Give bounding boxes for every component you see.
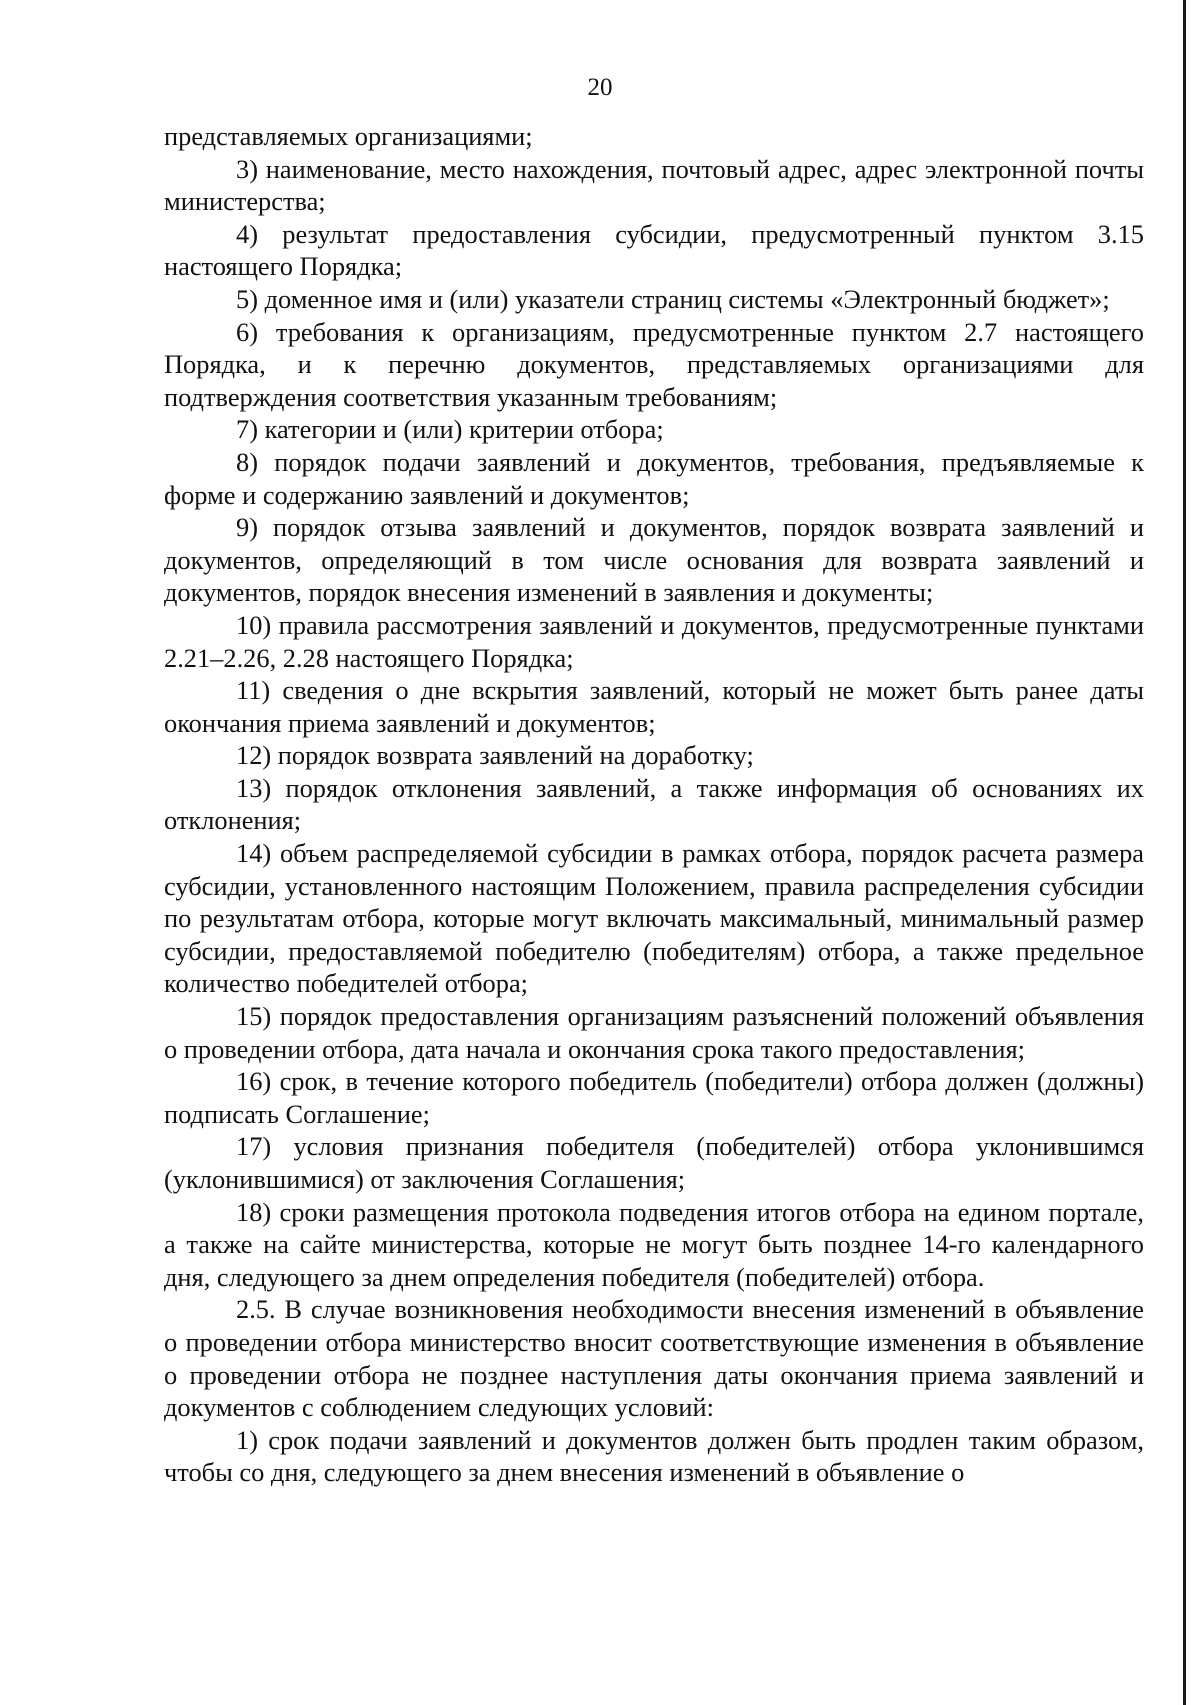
paragraph-continuation: представляемых организациями; — [164, 121, 533, 151]
list-item-5: 5) доменное имя и (или) указатели страниц системы «Электронный бюджет»; — [236, 283, 1110, 314]
list-item-15: 15) порядок предоставления организациям разъяснений положений объявления о проведении отбора, дата начала и окончания срока такого предоставления; — [164, 1001, 1144, 1064]
list-item-16: 16) срок, в течение которого победитель (победители) отбора должен (должны) подписать Соглашение; — [164, 1066, 1144, 1129]
list-item-18: 18) сроки размещения протокола подведения итогов отбора на едином портале, а также на сайте министерства, которые не могут быть позднее 14-го календарного дня, следующего за днем определения победителя (победителей) отбора. — [164, 1196, 1144, 1292]
list-item-7: 7) категории и (или) критерии отбора; — [236, 414, 664, 445]
list-item-17: 17) условия признания победителя (победителей) отбора уклонившимся (уклонившимися) от заключения Соглашения; — [164, 1131, 1144, 1194]
list-item-11: 11) сведения о дне вскрытия заявлений, который не может быть ранее даты окончания приема заявлений и документов; — [164, 675, 1144, 738]
list-item-4: 4) результат предоставления субсидии, предусмотренный пунктом 3.15 настоящего Порядка; — [164, 218, 1144, 282]
list-item-9: 9) порядок отзыва заявлений и документов, порядок возврата заявлений и документов, определяющий в том числе основания для возврата заявлений и документов, порядок внесения изменений в заявления и документы; — [164, 512, 1144, 608]
section-2-5: 2.5. В случае возникновения необходимости внесения изменений в объявление о проведении отбора министерство вносит соответствующие изменения в объявление о проведении отбора не позднее наступления даты окончания приема заявлений и документов с соблюдением следующих условий: — [164, 1294, 1144, 1423]
list-item-3: 3) наименование, место нахождения, почтовый адрес, адрес электронной почты министерства; — [164, 153, 1144, 217]
page-number: 20 — [587, 74, 613, 101]
document-body — [164, 120, 1144, 1489]
list-item-14: 14) объем распределяемой субсидии в рамках отбора, порядок расчета размера субсидии, установленного настоящим Положением, правила распределения субсидии по результатам отбора, которые могут включать максимальный, минимальный размер субсидии, предоставляемой победителю (победителям) отбора, а также предельное количество победителей отбора; — [164, 838, 1144, 999]
list-item-12: 12) порядок возврата заявлений на доработку; — [236, 740, 754, 771]
list-item-6: 6) требования к организациям, предусмотренные пунктом 2.7 настоящего Порядка, и к перечню документов, представляемых организациями для подтверждения соответствия указанным требованиям; — [164, 316, 1144, 412]
list-item-10: 10) правила рассмотрения заявлений и документов, предусмотренные пунктами 2.21–2.26, 2.28 настоящего Порядка; — [164, 609, 1144, 673]
section-2-5-item-1: 1) срок подачи заявлений и документов должен быть продлен таким образом, чтобы со дня, следующего за днем внесения изменений в объявление о — [164, 1424, 1144, 1488]
list-item-13: 13) порядок отклонения заявлений, а также информация об основаниях их отклонения; — [164, 772, 1144, 836]
list-item-8: 8) порядок подачи заявлений и документов, требования, предъявляемые к форме и содержанию заявлений и документов; — [164, 446, 1144, 510]
scan-edge-line — [1183, 0, 1186, 1705]
